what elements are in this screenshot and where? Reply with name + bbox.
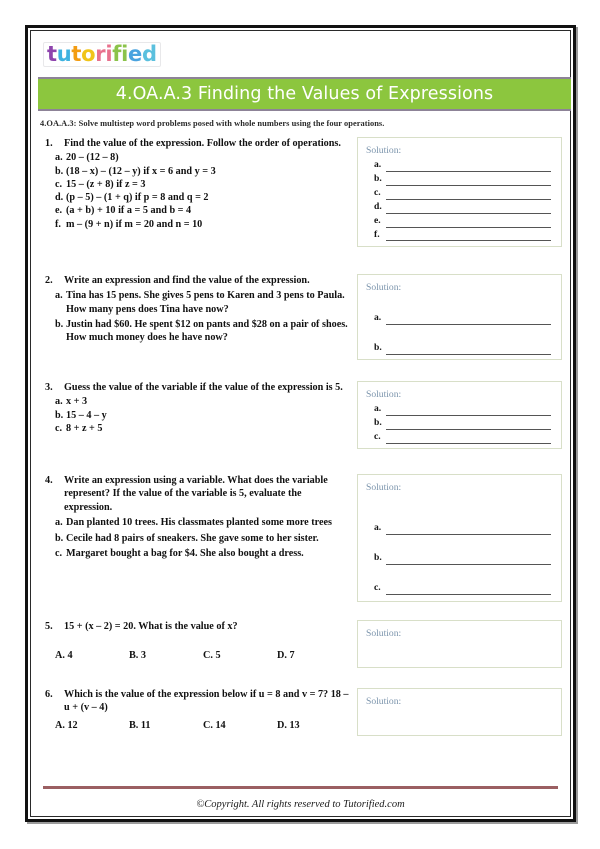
solution-box-6[interactable] <box>357 688 562 736</box>
question-2-number: 2. <box>45 275 53 286</box>
solution-box-3-wrap <box>357 381 562 449</box>
solution-line <box>366 430 551 444</box>
answer-blank[interactable] <box>386 175 551 186</box>
solution-line <box>366 228 551 242</box>
question-1-stem: Find the value of the expression. Follow the order of operations. <box>64 138 341 149</box>
solution-box-2-wrap <box>357 274 562 360</box>
subitem-text: 20 – (12 – 8) <box>66 152 119 164</box>
answer-blank[interactable] <box>386 524 551 535</box>
list-item <box>45 204 351 217</box>
subitem-label: b. <box>55 165 64 177</box>
solution-line-label: a. <box>374 312 382 323</box>
solution-line-label: b. <box>374 551 382 563</box>
choice-a[interactable]: A. 12 <box>55 719 78 731</box>
solution-box-4[interactable] <box>357 474 562 602</box>
solution-line-label: e. <box>374 214 381 226</box>
solution-line-label: b. <box>374 416 382 428</box>
solution-line-label: f. <box>374 228 380 240</box>
solution-line <box>366 186 551 200</box>
question-3-stem: Guess the value of the variable if the value of the expression is 5. <box>64 382 343 393</box>
brand-letter: t <box>47 41 57 66</box>
footer-divider <box>43 786 558 789</box>
solution-line-label: c. <box>374 186 381 198</box>
solution-lines-1 <box>366 158 551 241</box>
question-3-number: 3. <box>45 382 53 393</box>
answer-blank[interactable] <box>386 344 551 355</box>
solution-line <box>366 158 551 172</box>
list-item <box>45 409 351 422</box>
brand-letter: d <box>141 41 157 66</box>
subitem-label: b. <box>55 532 64 544</box>
question-4 <box>45 474 351 560</box>
brand-letter: r <box>95 41 106 66</box>
question-4-subitems <box>45 516 351 560</box>
choice-c[interactable]: C. 14 <box>203 719 226 731</box>
solution-line-label: a. <box>374 522 382 533</box>
brand-letter: e <box>128 41 142 66</box>
solution-lines-4 <box>366 521 551 595</box>
solution-line <box>366 341 551 355</box>
worksheet-frame <box>25 25 576 822</box>
question-2 <box>45 274 351 344</box>
solution-label: Solution: <box>366 282 402 293</box>
question-5-text <box>45 620 351 663</box>
solution-lines-3 <box>366 402 551 444</box>
question-5-stem: 15 + (x – 2) = 20. What is the value of x? <box>64 621 238 632</box>
solution-line-label: a. <box>374 403 382 414</box>
question-6-text <box>45 688 351 732</box>
subitem-text: (18 – x) – (12 – y) if x = 6 and y = 3 <box>66 165 216 177</box>
answer-blank[interactable] <box>386 230 551 241</box>
answer-blank[interactable] <box>386 554 551 565</box>
solution-box-1-wrap <box>357 137 562 247</box>
solution-box-4-wrap <box>357 474 562 602</box>
solution-label: Solution: <box>366 389 402 400</box>
title-band <box>38 77 571 111</box>
solution-label: Solution: <box>366 482 402 493</box>
solution-box-1[interactable] <box>357 137 562 247</box>
answer-blank[interactable] <box>386 189 551 200</box>
answer-blank[interactable] <box>386 314 551 325</box>
copyright-text: ©Copyright. All rights reserved to Tutorified.com <box>196 799 405 810</box>
subitem-text: m – (9 + n) if m = 20 and n = 10 <box>66 218 203 230</box>
brand-logo-text <box>43 42 161 67</box>
solution-line <box>366 402 551 416</box>
solution-line <box>366 521 551 535</box>
subitem-text: 15 – 4 – y <box>66 409 107 421</box>
subitem-text: Cecile had 8 pairs of sneakers. She gave some to her sister. <box>66 532 319 544</box>
question-1-subitems <box>45 151 351 231</box>
choice-d[interactable]: D. 7 <box>277 650 295 662</box>
solution-box-6-wrap <box>357 688 562 736</box>
subitem-text: Margaret bought a bag for $4. She also bought a dress. <box>66 547 304 559</box>
answer-blank[interactable] <box>386 405 551 416</box>
solution-line <box>366 551 551 565</box>
subitem-text: Justin had $60. He spent $12 on pants and $28 on a pair of shoes. How much money does he have now? <box>66 318 348 344</box>
list-item <box>45 532 351 545</box>
answer-blank[interactable] <box>386 203 551 214</box>
subitem-label: c. <box>55 547 63 559</box>
solution-line-label: c. <box>374 430 381 442</box>
choice-b[interactable]: B. 3 <box>129 650 146 662</box>
brand-letter: u <box>56 41 72 66</box>
solution-line-label: a. <box>374 159 382 170</box>
subitem-label: a. <box>55 517 63 529</box>
solution-label: Solution: <box>366 145 402 156</box>
answer-blank[interactable] <box>386 161 551 172</box>
choice-a[interactable]: A. 4 <box>55 650 73 662</box>
answer-blank[interactable] <box>386 433 551 444</box>
question-2-stem: Write an expression and find the value of the expression. <box>64 275 310 286</box>
question-3-subitems <box>45 395 351 435</box>
choice-b[interactable]: B. 11 <box>129 719 151 731</box>
list-item <box>45 218 351 231</box>
subitem-text: Dan planted 10 trees. His classmates planted some more trees <box>66 517 332 529</box>
subitem-label: e. <box>55 205 63 217</box>
question-6-choices <box>45 719 351 732</box>
list-item <box>45 547 351 560</box>
list-item <box>45 395 351 408</box>
brand-logo[interactable] <box>43 39 161 69</box>
worksheet-body <box>31 137 570 780</box>
brand-letter: i <box>105 41 113 66</box>
question-5 <box>45 620 351 663</box>
question-6 <box>45 688 351 732</box>
subitem-text: (p – 5) – (1 + q) if p = 8 and q = 2 <box>66 192 209 204</box>
solution-line <box>366 416 551 430</box>
list-item <box>45 165 351 178</box>
brand-letter: o <box>81 41 96 66</box>
solution-line-label: c. <box>374 581 381 593</box>
standard-description: 4.OA.A.3: Solve multistep word problems posed with whole numbers using the four operations. <box>40 119 385 128</box>
list-item <box>45 151 351 164</box>
brand-letter: i <box>121 41 129 66</box>
solution-line <box>366 200 551 214</box>
list-item <box>45 318 351 345</box>
subitem-text: Tina has 15 pens. She gives 5 pens to Karen and 3 pens to Paula. How many pens does Tina have now? <box>66 290 345 315</box>
choice-d[interactable]: D. 13 <box>277 719 300 731</box>
subitem-label: a. <box>55 290 63 302</box>
solution-line-label: d. <box>374 200 382 212</box>
solution-box-5[interactable] <box>357 620 562 668</box>
choice-c[interactable]: C. 5 <box>203 650 221 662</box>
question-4-text <box>45 474 351 560</box>
worksheet-frame-inner <box>30 30 571 817</box>
page-title: 4.OA.A.3 Finding the Values of Expressions <box>115 84 494 104</box>
solution-label: Solution: <box>366 696 402 707</box>
question-1-number: 1. <box>45 138 53 149</box>
question-6-stem: Which is the value of the expression below if u = 8 and v = 7? 18 – u + (v – 4) <box>64 689 349 714</box>
brand-letter: f <box>112 41 122 66</box>
subitem-label: a. <box>55 152 63 164</box>
subitem-text: x + 3 <box>66 396 88 408</box>
subitem-label: c. <box>55 422 63 434</box>
question-5-number: 5. <box>45 621 53 632</box>
solution-line <box>366 581 551 595</box>
subitem-label: b. <box>55 318 64 330</box>
question-4-number: 4. <box>45 475 53 486</box>
subitem-text: (a + b) + 10 if a = 5 and b = 4 <box>66 205 192 217</box>
question-5-choices <box>45 649 351 662</box>
list-item <box>45 422 351 435</box>
list-item <box>45 289 351 316</box>
solution-box-2[interactable] <box>357 274 562 360</box>
solution-line <box>366 311 551 325</box>
solution-lines-2 <box>366 311 551 355</box>
solution-line <box>366 214 551 228</box>
list-item <box>45 191 351 204</box>
solution-line <box>366 172 551 186</box>
solution-box-5-wrap <box>357 620 562 668</box>
subitem-label: a. <box>55 396 63 408</box>
question-1-text <box>45 137 351 231</box>
subitem-label: c. <box>55 178 63 190</box>
answer-blank[interactable] <box>386 217 551 228</box>
question-3 <box>45 381 351 435</box>
list-item <box>45 516 351 529</box>
subitem-label: f. <box>55 218 61 230</box>
brand-letter: t <box>71 41 82 66</box>
answer-blank[interactable] <box>386 584 551 595</box>
question-2-text <box>45 274 351 344</box>
solution-box-3[interactable] <box>357 381 562 449</box>
subitem-label: b. <box>55 409 64 421</box>
solution-line-label: b. <box>374 341 382 353</box>
question-6-number: 6. <box>45 689 53 700</box>
subitem-text: 15 – (z + 8) if z = 3 <box>66 178 146 190</box>
subitem-text: 8 + z + 5 <box>66 422 103 434</box>
answer-blank[interactable] <box>386 419 551 430</box>
solution-label: Solution: <box>366 628 402 639</box>
question-4-stem: Write an expression using a variable. What does the variable represent? If the value of the variable is 5, evaluate the expression. <box>64 475 328 513</box>
subitem-label: d. <box>55 192 64 204</box>
list-item <box>45 178 351 191</box>
question-2-subitems <box>45 289 351 344</box>
solution-line-label: b. <box>374 172 382 184</box>
question-1 <box>45 137 351 231</box>
question-3-text <box>45 381 351 435</box>
